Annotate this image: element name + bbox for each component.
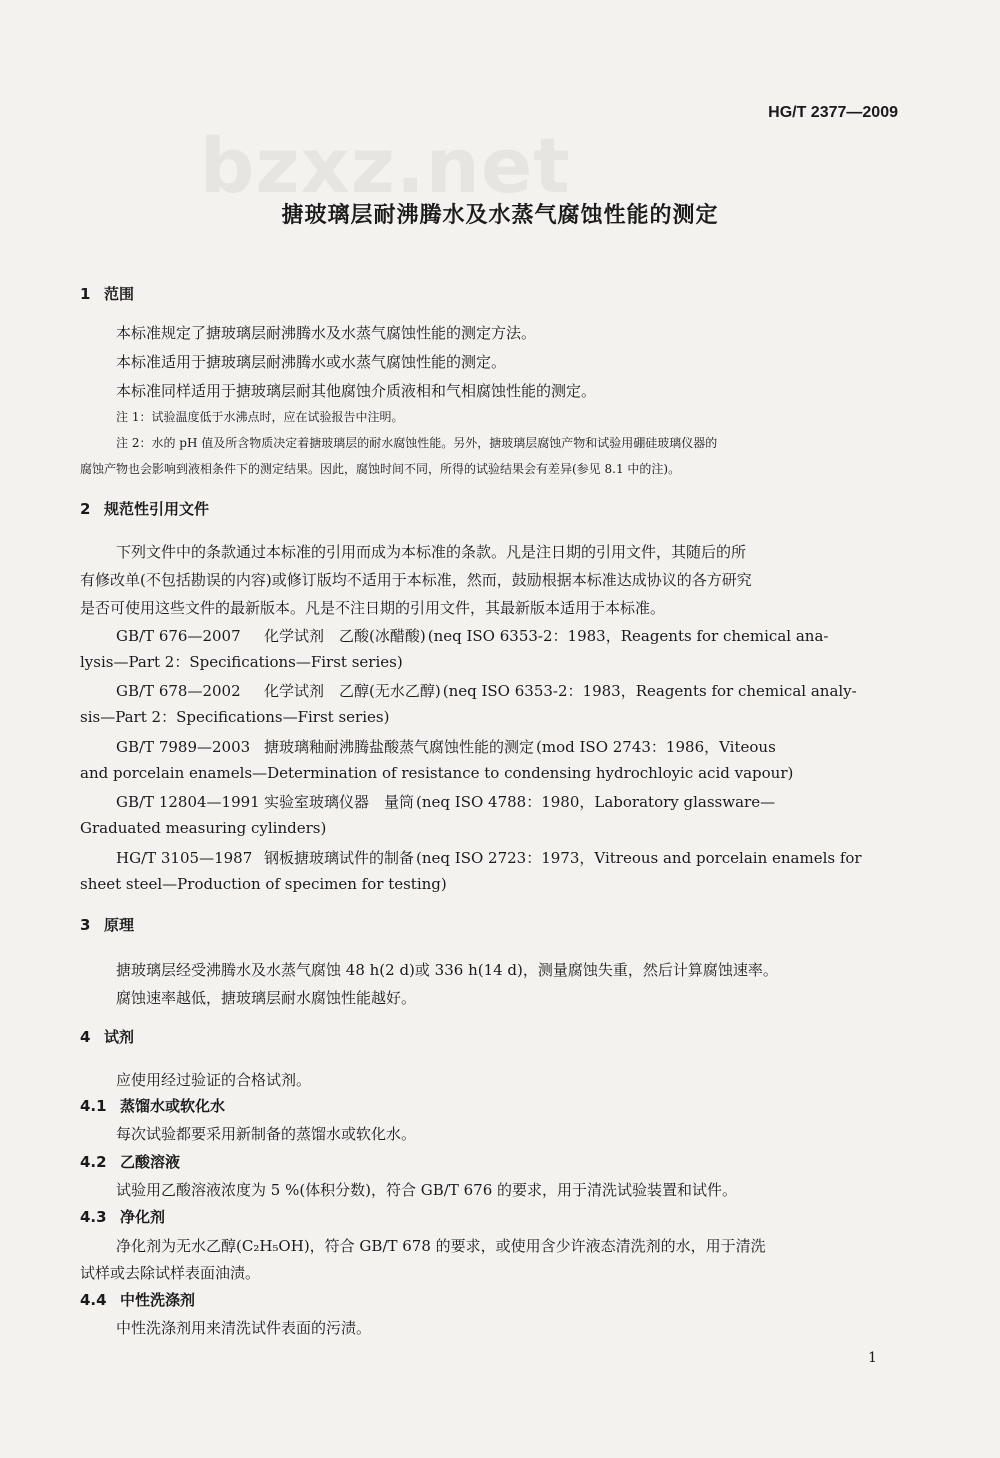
reference-entry: [116, 848, 862, 868]
subsection-title: 乙酸溶液: [120, 1153, 181, 1171]
section-number: 3: [80, 916, 91, 934]
section-1-heading: [80, 284, 134, 304]
paragraph: 下列文件中的条款通过本标准的引用而成为本标准的条款。凡是注日期的引用文件，其随后的所: [116, 543, 747, 561]
reference-detail: (neq ISO 6353-2：1983，Reagents for chemical ana-: [427, 627, 829, 645]
subsection-heading: [80, 1096, 225, 1116]
reference-title: 化学试剂 乙酸(冰醋酸): [264, 627, 426, 645]
section-number: 1: [80, 285, 91, 303]
section-title: 规范性引用文件: [104, 500, 210, 518]
note: 腐蚀产物也会影响到液相条件下的测定结果。因此，腐蚀时间不同，所得的试验结果会有差异(参见 8.1 中的注)。: [80, 462, 681, 476]
section-number: 2: [80, 500, 91, 518]
subsection-number: 4.3: [80, 1208, 107, 1226]
paragraph: 中性洗涤剂用来清洗试件表面的污渍。: [116, 1319, 372, 1337]
section-3-heading: [80, 915, 134, 935]
page-title: 搪玻璃层耐沸腾水及水蒸气腐蚀性能的测定: [281, 203, 719, 228]
section-number: 4: [80, 1028, 91, 1046]
subsection-title: 净化剂: [120, 1208, 166, 1226]
reference-entry: [116, 737, 776, 757]
reference-code: GB/T 676—2007: [116, 627, 241, 645]
paragraph: 搪玻璃层经受沸腾水及水蒸气腐蚀 48 h(2 d)或 336 h(14 d)，测量腐蚀失重，然后计算腐蚀速率。: [116, 961, 778, 979]
reference-continuation: sis—Part 2：Specifications—First series): [80, 708, 390, 726]
reference-code: GB/T 7989—2003: [116, 738, 251, 756]
reference-entry: [116, 792, 775, 812]
reference-continuation: Graduated measuring cylinders): [80, 819, 327, 837]
section-4-heading: [80, 1027, 134, 1047]
subsection-heading: [80, 1207, 165, 1227]
reference-title: 化学试剂 乙醇(无水乙醇): [264, 682, 441, 700]
reference-detail: (mod ISO 2743：1986，Viteous: [536, 738, 776, 756]
reference-title: 钢板搪玻璃试件的制备: [264, 849, 415, 867]
reference-continuation: sheet steel—Production of specimen for testing): [80, 875, 447, 893]
page-number: 1: [868, 1350, 877, 1366]
reference-continuation: lysis—Part 2：Specifications—First series): [80, 653, 403, 671]
paragraph: 净化剂为无水乙醇(C₂H₅OH)，符合 GB/T 678 的要求，或使用含少许液态清洗剂的水，用于清洗: [116, 1237, 766, 1255]
section-title: 试剂: [104, 1028, 135, 1046]
paragraph: 应使用经过验证的合格试剂。: [116, 1071, 312, 1089]
reference-code: HG/T 3105—1987: [116, 849, 253, 867]
reference-detail: (neq ISO 6353-2：1983，Reagents for chemical analy-: [442, 682, 857, 700]
reference-detail: (neq ISO 2723：1973，Vitreous and porcelain enamels for: [416, 849, 862, 867]
subsection-number: 4.1: [80, 1097, 107, 1115]
paragraph: 本标准同样适用于搪玻璃层耐其他腐蚀介质液相和气相腐蚀性能的测定。: [116, 382, 597, 400]
note: 注 2：水的 pH 值及所含物质决定着搪玻璃层的耐水腐蚀性能。另外，搪玻璃层腐蚀产物和试验用硼硅玻璃仪器的: [116, 436, 718, 450]
paragraph: 有修改单(不包括勘误的内容)或修订版均不适用于本标准，然而，鼓励根据本标准达成协议的各方研究: [80, 571, 752, 589]
paragraph: 是否可使用这些文件的最新版本。凡是不注日期的引用文件，其最新版本适用于本标准。: [80, 599, 666, 617]
watermark: bzxz.net: [200, 121, 571, 210]
reference-detail: (neq ISO 4788：1980，Laboratory glassware—: [416, 793, 776, 811]
reference-entry: [116, 681, 857, 701]
subsection-title: 中性洗涤剂: [120, 1291, 196, 1309]
paragraph: 腐蚀速率越低，搪玻璃层耐水腐蚀性能越好。: [116, 989, 417, 1007]
paragraph: 每次试验都要采用新制备的蒸馏水或软化水。: [116, 1125, 417, 1143]
section-title: 范围: [104, 285, 135, 303]
reference-title: 实验室玻璃仪器 量筒: [264, 793, 415, 811]
note: 注 1：试验温度低于水沸点时，应在试验报告中注明。: [116, 410, 404, 424]
section-2-heading: [80, 499, 209, 519]
standard-code: HG/T 2377—2009: [768, 104, 898, 121]
paragraph: 本标准规定了搪玻璃层耐沸腾水及水蒸气腐蚀性能的测定方法。: [116, 324, 537, 342]
subsection-heading: [80, 1290, 195, 1310]
section-title: 原理: [104, 916, 135, 934]
paragraph: 试验用乙酸溶液浓度为 5 %(体积分数)，符合 GB/T 676 的要求，用于清洗试验装置和试件。: [116, 1181, 738, 1199]
reference-code: GB/T 678—2002: [116, 682, 241, 700]
reference-continuation: and porcelain enamels—Determination of resistance to condensing hydrochloyic acid vapour): [80, 764, 794, 782]
paragraph: 本标准适用于搪玻璃层耐沸腾水或水蒸气腐蚀性能的测定。: [116, 353, 507, 371]
reference-entry: [116, 626, 828, 646]
subsection-heading: [80, 1152, 180, 1172]
paragraph: 试样或去除试样表面油渍。: [80, 1264, 261, 1282]
reference-code: GB/T 12804—1991: [116, 793, 260, 811]
reference-title: 搪玻璃釉耐沸腾盐酸蒸气腐蚀性能的测定: [264, 738, 535, 756]
subsection-number: 4.4: [80, 1291, 107, 1309]
subsection-number: 4.2: [80, 1153, 107, 1171]
subsection-title: 蒸馏水或软化水: [120, 1097, 226, 1115]
